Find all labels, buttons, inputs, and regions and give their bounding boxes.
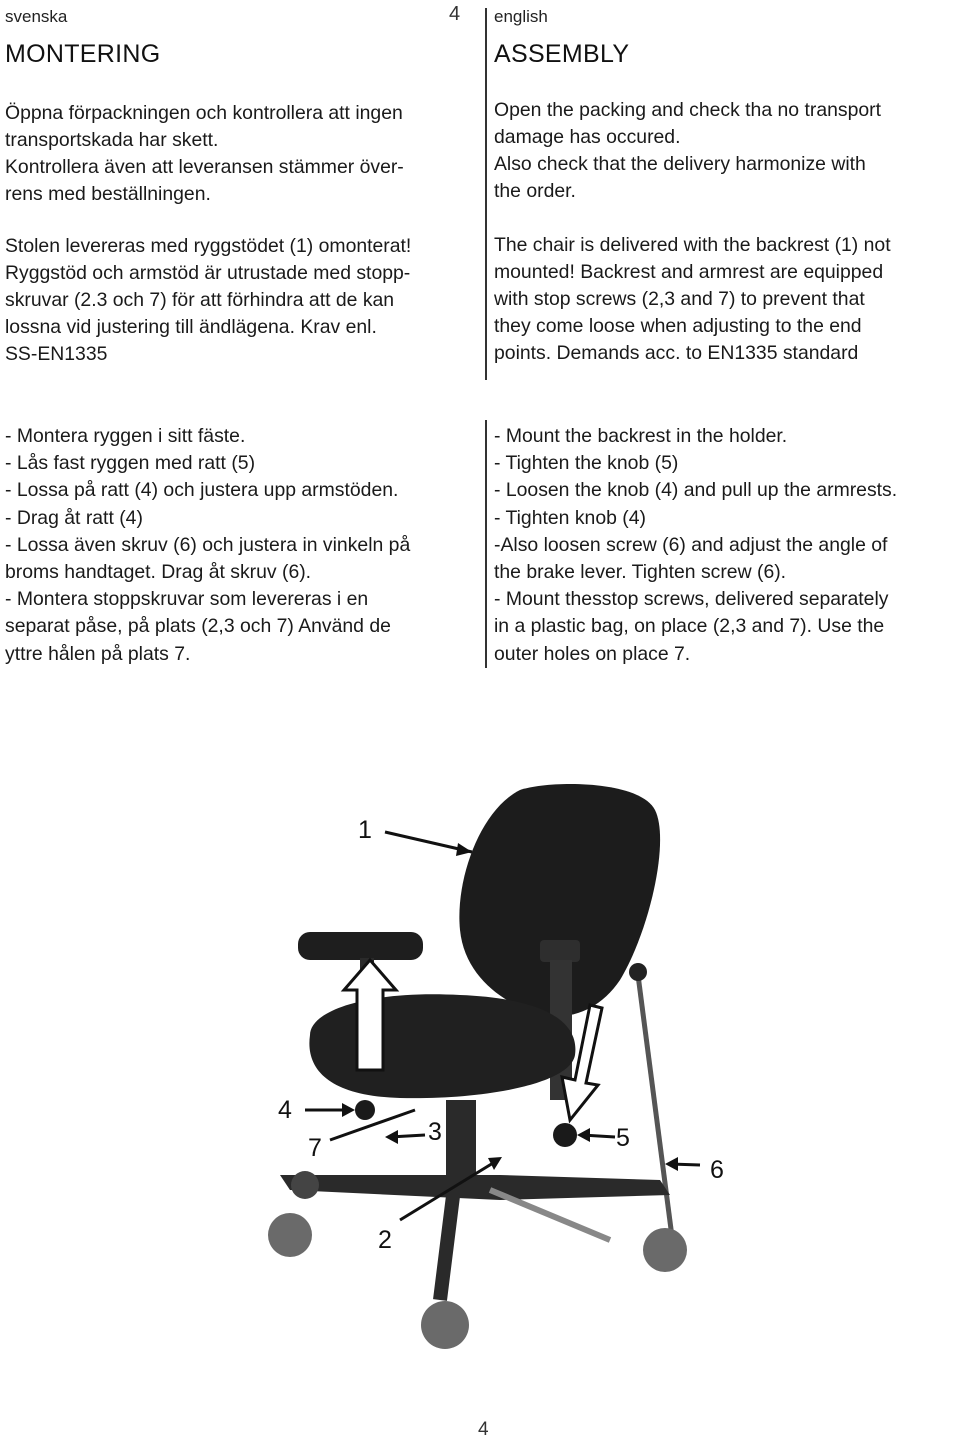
leader-arrowhead: [342, 1103, 355, 1117]
seat-cushion: [309, 994, 575, 1098]
english-delivery-paragraph: The chair is delivered with the backrest (1) not mounted! Backrest and armrest are equipped with stop screws (2,3 and 7) to prevent that they come loose when adjusting to the end points. Demands acc. to EN1335 standard: [494, 234, 891, 364]
list-item: - Lås fast ryggen med ratt (5): [5, 452, 256, 475]
callout-label: 6: [710, 1156, 724, 1184]
caster-wheel: [421, 1301, 469, 1349]
caster-wheel: [643, 1228, 687, 1272]
list-item: - Mount the backrest in the holder.: [494, 425, 788, 447]
language-label-swedish: svenska: [5, 7, 68, 26]
backrest-bracket: [540, 940, 580, 962]
callout-label: 4: [278, 1096, 292, 1124]
caster-wheel: [268, 1213, 312, 1257]
list-item: - Loosen the knob (4) and pull up the armrests.: [494, 479, 898, 502]
section-title-swedish: MONTERING: [5, 40, 161, 68]
list-item: yttre hålen på plats 7.: [5, 642, 191, 665]
callout-label: 3: [428, 1118, 442, 1146]
callout-label: 2: [378, 1226, 392, 1254]
swedish-delivery-paragraph: Stolen levereras med ryggstödet (1) omonterat! Ryggstöd och armstöd är utrustade med stopp- skruvar (2.3 och 7) för att förhindra att de kan lossna vid justering till ändlägena. Krav enl. SS-EN1335: [5, 235, 412, 365]
knob-5: [553, 1123, 577, 1147]
chair-assembly-figure: [250, 780, 770, 1360]
armrest-pad: [298, 932, 423, 960]
language-label-english: english: [494, 7, 548, 26]
callout-label: 5: [616, 1124, 630, 1152]
list-item: -Also loosen screw (6) and adjust the angle of: [494, 533, 888, 556]
section-title-english: ASSEMBLY: [494, 40, 630, 68]
base-leg-front: [440, 1180, 455, 1300]
list-item: broms handtaget. Drag åt skruv (6).: [5, 561, 312, 584]
knob-4: [355, 1100, 375, 1120]
list-item: in a plastic bag, on place (2,3 and 7). Use the: [494, 615, 885, 638]
list-item: outer holes on place 7.: [494, 642, 691, 665]
caster-wheel: [291, 1171, 319, 1199]
chair-illustration: [250, 780, 770, 1360]
english-intro-paragraph: Open the packing and check tha no transport damage has occured. Also check that the delivery harmonize with the order.: [494, 99, 881, 202]
list-item: - Lossa även skruv (6) och justera in vinkeln på: [5, 533, 411, 556]
base-frame: [280, 1175, 670, 1200]
leader-arrowhead: [577, 1128, 590, 1142]
brake-lever-knob: [629, 963, 647, 981]
list-item: separat påse, på plats (2,3 och 7) Använd de: [5, 615, 391, 638]
list-item: - Lossa på ratt (4) och justera upp armstöden.: [5, 479, 399, 502]
page-number-top: 4: [449, 3, 461, 25]
callout-label: 7: [308, 1134, 322, 1162]
list-item: - Montera stoppskruvar som levereras i en: [5, 588, 369, 611]
column-divider-bottom: [485, 420, 487, 668]
leader-arrowhead: [385, 1130, 398, 1144]
swedish-assembly-steps: [5, 423, 483, 668]
list-item: - Drag åt ratt (4): [5, 506, 143, 529]
leader-arrowhead: [665, 1157, 678, 1171]
brake-lever-rod: [638, 975, 675, 1260]
list-item: - Montera ryggen i sitt fäste.: [5, 425, 246, 447]
leader-arrowhead: [456, 843, 472, 856]
list-item: the brake lever. Tighten screw (6).: [494, 561, 787, 584]
page-number-bottom: 4: [478, 1419, 489, 1440]
english-assembly-steps: [494, 423, 958, 668]
list-item: - Tighten knob (4): [494, 506, 646, 529]
column-divider-top: [485, 8, 487, 380]
list-item: - Tighten the knob (5): [494, 452, 679, 475]
swedish-intro-paragraph: Öppna förpackningen och kontrollera att ingen transportskada har skett. Kontrollera även att leveransen stämmer över- rens med beställningen.: [5, 102, 404, 205]
callout-label: 1: [358, 816, 372, 844]
list-item: - Mount thesstop screws, delivered separately: [494, 588, 889, 611]
